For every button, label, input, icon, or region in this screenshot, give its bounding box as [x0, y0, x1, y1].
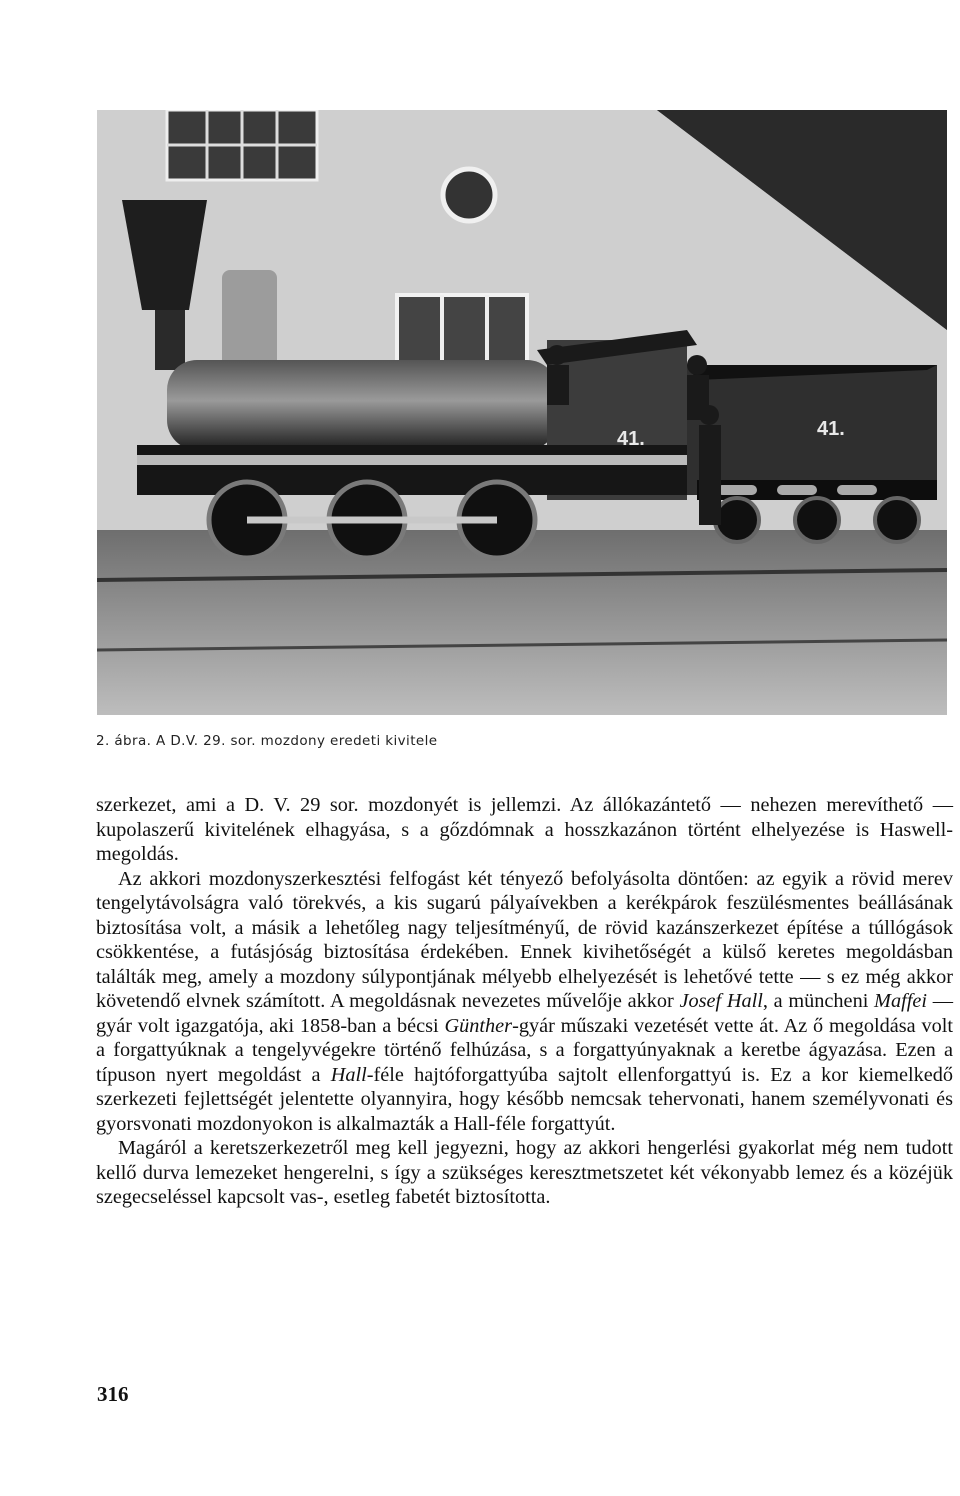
figure-caption: 2. ábra. A D.V. 29. sor. mozdony eredeti kivitele	[96, 733, 438, 749]
paragraph: Az akkori mozdonyszerkesztési felfogást két tényező befolyásolta döntően: az egyik a rövid merev tengelytávolságra való törekvés, a kis sugarú pályaívekben a kerékpárok feszülésmentes beállásának biztosítása volt, a másik a lehetőleg nagy teljesítményű, de rövid kazánszerkezet építése a túllógások csökkentése, a futásjóság biztosítása érdekében. Ennek kivihetőségét a külső keretes megoldásban találták meg, amely a mozdony súlypontjának mélyebb elhelyezését is lehetővé tette — s ez még akkor követendő elvnek számított. A megoldásnak nevezetes művelője akkor Josef Hall, a müncheni Maffei — gyár volt igazgatója, aki 1858-ban a bécsi Günther-gyár műszaki vezetését vette át. Az ő megoldása volt a forgattyúknak a tengelyvégekre történő felhúzása, s a forgattyúnyaknak a keretbe ágyazása. Ezen a típuson nyert megoldást a Hall-féle hajtóforgattyúba sajtolt ellenforgattyú is. Ez a kor kiemelkedő szerkezeti fejlettségét jelentette olyannyira, hogy később nemcsak tehervonati, hanem személyvonati és gyorsvonati mozdonyokon is alkalmazták a Hall-féle forgattyút.	[96, 867, 953, 1135]
body-text	[96, 793, 953, 1210]
company-name: Günther	[444, 1014, 513, 1037]
person-name: Josef Hall	[679, 990, 763, 1012]
paragraph: szerkezet, ami a D. V. 29 sor. mozdonyét is jellemzi. Az állókazántető — nehezen merevíthető — kupolaszerű kivitelének elhagyása, s a gőzdómnak a hosszkazánon történt elhelyezése is Haswell-megoldás.	[96, 794, 953, 865]
tender-number-plate: 41.	[817, 418, 845, 440]
company-name: Maffei	[874, 990, 927, 1012]
person-name: Hall	[330, 1063, 367, 1086]
paragraph: Magáról a keretszerkezetről meg kell jegyezni, hogy az akkori hengerlési gyakorlat még nem tudott kellő durva lemezeket hengerelni, s így a szükséges keresztmetszetet két vékonyabb lemez és a közéjük szegecseléssel kapcsolt vas-, esetleg fabetét biztosította.	[96, 1137, 953, 1208]
page-number: 316	[97, 1382, 129, 1406]
locomotive-photo-drawing	[97, 110, 947, 715]
locomotive-photo	[97, 110, 947, 715]
cab-number-plate: 41.	[617, 428, 645, 450]
